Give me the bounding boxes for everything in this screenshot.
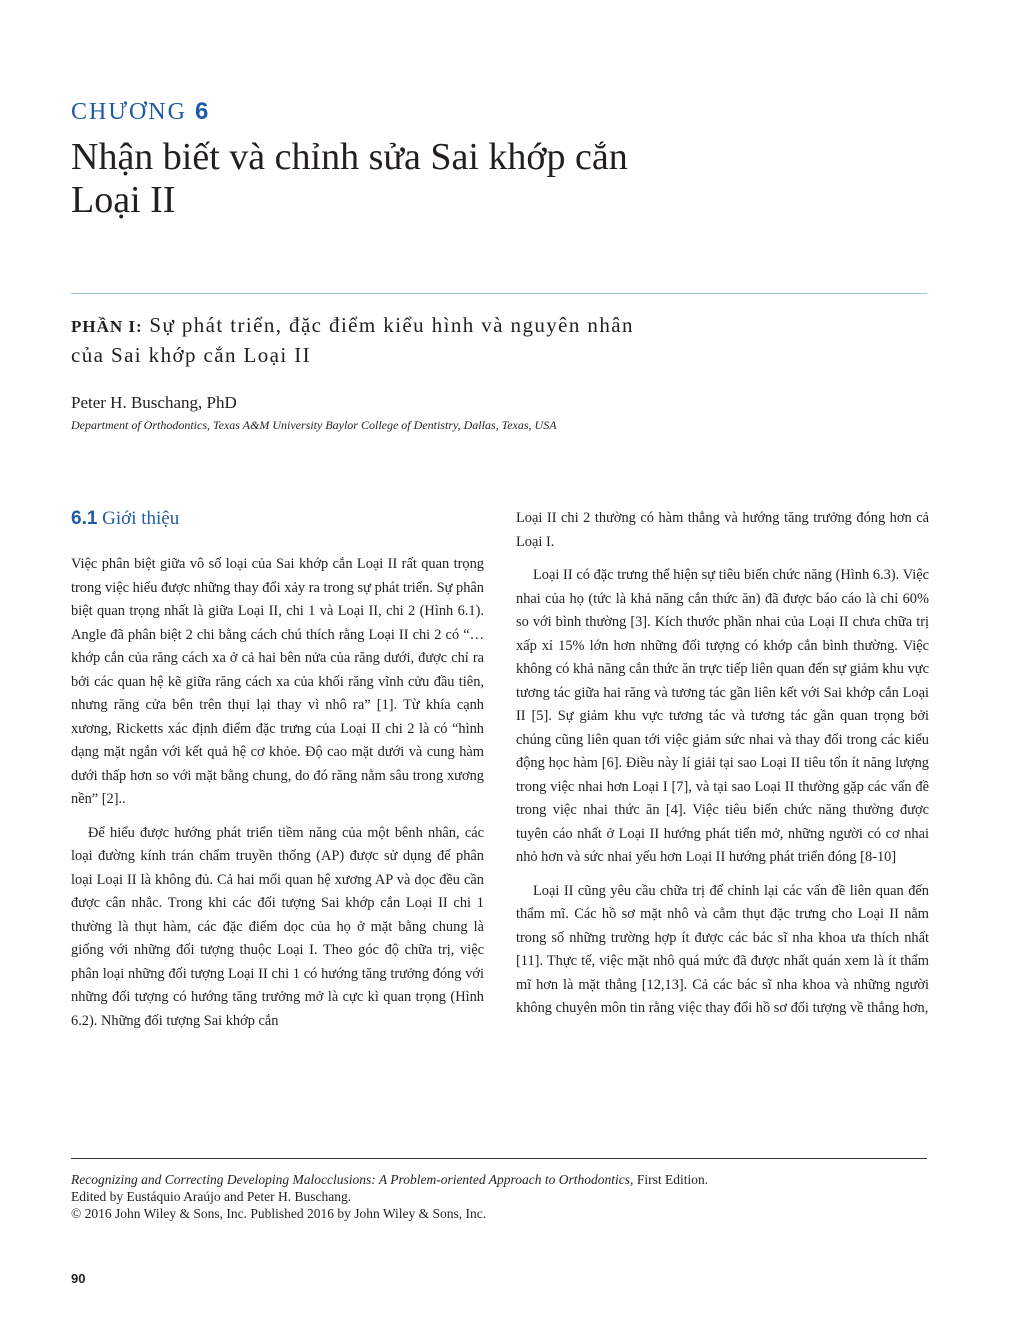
left-column bbox=[71, 553, 484, 1033]
right-column bbox=[516, 507, 929, 1021]
chapter-word: CHƯƠNG bbox=[71, 99, 187, 125]
part-prefix: PHẦN I: bbox=[71, 317, 143, 336]
chapter-number: 6 bbox=[194, 98, 209, 125]
book-editors: Edited by Eustáquio Araújo and Peter H. Buschang. bbox=[71, 1189, 352, 1204]
chapter-title-line-1: Nhận biết và chỉnh sửa Sai khớp cắn bbox=[71, 136, 628, 178]
section-heading bbox=[71, 508, 179, 530]
section-title-bold: Giới bbox=[102, 508, 137, 529]
part-heading bbox=[71, 311, 831, 370]
copyright-line: © 2016 John Wiley & Sons, Inc. Published 2016 by John Wiley & Sons, Inc. bbox=[71, 1206, 487, 1221]
book-edition: First Edition. bbox=[633, 1172, 709, 1187]
footer-divider bbox=[71, 1158, 927, 1159]
section-title-rest: thiệu bbox=[141, 508, 180, 529]
part-title-line-1: Sự phát triển, đặc điểm kiểu hình và nguyên nhân bbox=[149, 313, 634, 337]
body-paragraph: Việc phân biệt giữa vô số loại của Sai khớp cắn Loại II rất quan trọng trong việc hiểu được những thay đổi xảy ra trong sự phát triển. Sự phân biệt quan trọng nhất là giữa Loại II, chi 1 và Loại II, chi 2 (Hình 6.1). Angle đã phân biệt 2 chi bằng cách chú thích rằng Loại II chi 2 có “… khớp cắn của răng cách xa ở cả hai bên nửa của răng dưới, được chỉ ra bởi các quan hệ kẽ giữa răng cách xa của khối răng vĩnh cửu đầu tiên, nhưng răng cửa bên trên thụi lại thay vì nhô ra” [1]. Từ khía cạnh xương, Ricketts xác định điểm đặc trưng của Loại II chi 2 là có “hình dạng mặt ngắn với kết quả hệ cơ khỏe. Độ cao mặt dưới và cung hàm dưới thấp hơn so với mặt bằng chung, do đó răng nằm sâu trong xương nền” [2].. bbox=[71, 556, 484, 807]
footer-citation bbox=[71, 1171, 931, 1222]
header-divider bbox=[71, 293, 927, 294]
chapter-title-line-2: Loại II bbox=[71, 179, 176, 221]
part-title-line-2: của Sai khớp cắn Loại II bbox=[71, 343, 312, 367]
body-paragraph: Để hiểu được hướng phát triển tiềm năng của một bênh nhân, các loại đường kính trán chẩm truyền thống (AP) được sử dụng để phân loại Loại II là không đủ. Cả hai mối quan hệ xương AP và dọc đều cần được cân nhắc. Trong khi các đối tượng Sai khớp cắn Loại II chi 1 thường là thụt hàm, các đặc điểm dọc của họ ở mặt bằng chung là giống với những đối tượng thuộc Loại I. Theo góc độ chữa trị, việc phân loại những đối tượng Loại II chi 1 có hướng tăng trưởng đóng với những đối tượng có hướng tăng trưởng mở là cực kì quan trọng (Hình 6.2). Những đối tượng Sai khớp cắn bbox=[71, 824, 484, 1029]
book-title: Recognizing and Correcting Developing Malocclusions: A Problem-oriented Approach to Orthodontics, bbox=[71, 1172, 634, 1187]
chapter-label bbox=[71, 98, 208, 126]
section-number: 6.1 bbox=[71, 508, 98, 529]
page-number: 90 bbox=[71, 1271, 86, 1286]
author-affiliation: Department of Orthodontics, Texas A&M University Baylor College of Dentistry, Dallas, Texas, USA bbox=[71, 418, 557, 432]
body-paragraph: Loại II có đặc trưng thể hiện sự tiêu biến chức năng (Hình 6.3). Việc nhai của họ (tức là khả năng cắn thức ăn) đã được báo cáo là chỉ 60% so với bình thường [3]. Kích thước phần nhai của Loại II chưa chữa trị xấp xỉ 15% lớn hơn những đối tượng có khớp cắn bình thường. Việc không có khả năng cắn thức ăn trực tiếp liên quan đến sự giảm khu vực tương tác giữa hai răng và tương tác gần liên kết với Sai khớp cắn Loại II [5]. Sự giảm khu vực tương tác và tương tác gần quan trọng bởi chúng cũng liên quan tới việc giảm sức nhai và thay đổi trong các kiểu động học hàm [6]. Điều này lí giải tại sao Loại II tiêu tốn ít năng lượng trong việc nhai hơn Loại I [7], và tại sao Loại II thường gặp các vấn đề trong việc nhai thức ăn [4]. Việc tiêu biến chức năng thường được tuyên cáo nhất ở Loại II hướng phát tiển mở, những người có cơ nhai nhỏ hơn và sức nhai yếu hơn Loại II hướng phát triển đóng [8-10] bbox=[516, 567, 929, 865]
body-paragraph: Loại II chi 2 thường có hàm thẳng và hướng tăng trưởng đóng hơn cả Loại I. bbox=[516, 510, 929, 550]
chapter-title bbox=[71, 136, 771, 222]
author-name: Peter H. Buschang, PhD bbox=[71, 393, 237, 412]
body-paragraph: Loại II cũng yêu cầu chữa trị để chỉnh lại các vấn đề liên quan đến thẩm mĩ. Các hồ sơ mặt nhô và cằm thụt đặc trưng cho Loại II nằm trong số những trường hợp ít được các bác sĩ nha khoa ưa thích nhất [11]. Thực tế, việc mặt nhô quá mức đã được nhất quán xem là ít thẩm mĩ hơn là mặt thẳng [12,13]. Cả các bác sĩ nha khoa và những người không chuyên môn tin rằng việc thay đổi hồ sơ đối tượng về thẳng hơn, bbox=[516, 882, 929, 1016]
